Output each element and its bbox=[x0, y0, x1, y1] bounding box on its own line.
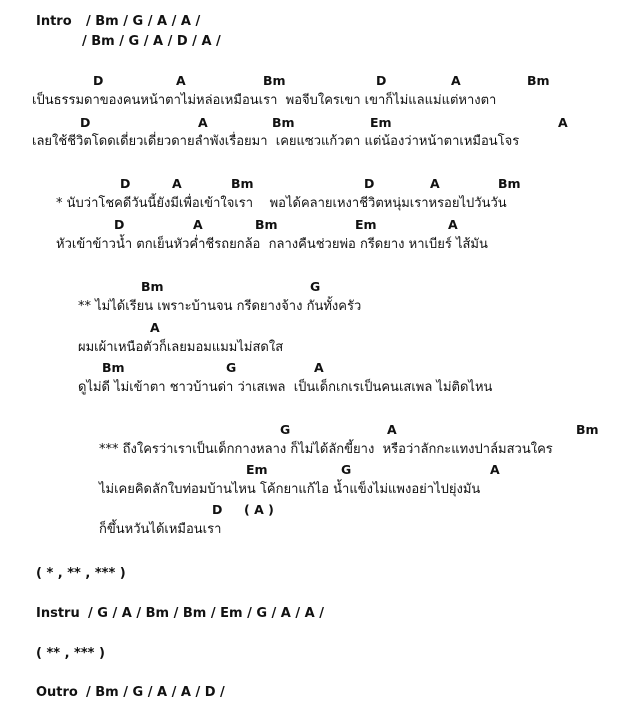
chord: G bbox=[280, 422, 291, 437]
chord: Em bbox=[355, 217, 377, 232]
chord: D bbox=[120, 176, 131, 191]
chord: Bm bbox=[498, 176, 521, 191]
instru-label: Instru bbox=[36, 606, 80, 621]
lyric-line: ผมเผ้าเหนือตัวก็เลยมอมแมมไม่สดใส bbox=[78, 340, 284, 355]
repeat-marker: ( ** , *** ) bbox=[36, 646, 105, 661]
chord: Bm bbox=[272, 115, 295, 130]
lyric-line: หัวเข้าข้าวน้ำ ตกเย็นหัวค่ำชีรถยกล้อ กลางคืนช่วยพ่อ กรีดยาง หาเบียร์ ไส้มัน bbox=[56, 237, 488, 252]
chord: A bbox=[558, 115, 568, 130]
intro-chords-line1: / Bm / G / A / A / bbox=[86, 14, 201, 29]
chord: G bbox=[310, 279, 321, 294]
chord: G bbox=[341, 462, 352, 477]
outro-chords: / Bm / G / A / A / D / bbox=[86, 685, 225, 700]
chord: D bbox=[212, 502, 223, 517]
lyric-line: ** ไม่ได้เรียน เพราะบ้านจน กรีดยางจ้าง กันทั้งครัว bbox=[78, 299, 362, 314]
chord: Bm bbox=[141, 279, 164, 294]
lyric-line: ดูไม่ดี ไม่เข้าตา ชาวบ้านด่า ว่าเสเพล เป็นเด็กเกเรเป็นคนเสเพล ไม่ติดไหน bbox=[78, 380, 493, 395]
chord: A bbox=[448, 217, 458, 232]
instru-chords: / G / A / Bm / Bm / Em / G / A / A / bbox=[88, 606, 325, 621]
chord: Bm bbox=[576, 422, 599, 437]
chord: Bm bbox=[231, 176, 254, 191]
intro-label: Intro bbox=[36, 14, 72, 29]
chord: A bbox=[198, 115, 208, 130]
lyric-line: *** ถึงใครว่าเราเป็นเด็กกางหลาง ก็ไม่ได้ลักขี้ยาง หรือว่าลักกะแทงปาล์มสวนใคร bbox=[99, 442, 553, 457]
chord: A bbox=[193, 217, 203, 232]
chord: Bm bbox=[255, 217, 278, 232]
outro-label: Outro bbox=[36, 685, 78, 700]
chord: Bm bbox=[102, 360, 125, 375]
chord: D bbox=[376, 73, 387, 88]
chord: A bbox=[314, 360, 324, 375]
chord: Bm bbox=[527, 73, 550, 88]
chord: D bbox=[114, 217, 125, 232]
chord: Em bbox=[370, 115, 392, 130]
chord: A bbox=[490, 462, 500, 477]
lyric-line: เป็นธรรมดาของคนหน้าตาไม่หล่อเหมือนเรา พอจีบใครเขา เขาก็ไม่แลแม่แต่หางตา bbox=[32, 93, 497, 108]
intro-chords-line2: / Bm / G / A / D / A / bbox=[82, 34, 221, 49]
chord: G bbox=[226, 360, 237, 375]
chord: D bbox=[364, 176, 375, 191]
lyric-line: ไม่เคยคิดลักใบท่อมบ้านไหน โค้กยาแก้ไอ น้ำแข็งไม่แพงอย่าไปยุ่งมัน bbox=[99, 482, 481, 497]
chord: ( A ) bbox=[244, 502, 274, 517]
repeat-marker: ( * , ** , *** ) bbox=[36, 566, 126, 581]
chord: A bbox=[150, 320, 160, 335]
lyric-line: เลยใช้ชีวิตโดดเดี่ยวเดี่ยวดายลำพังเรื่อยมา เคยแซวแก้วตา แต่น้องว่าหน้าตาเหมือนโจร bbox=[32, 134, 520, 149]
chord: A bbox=[176, 73, 186, 88]
chord: A bbox=[430, 176, 440, 191]
chord: D bbox=[93, 73, 104, 88]
chord: Em bbox=[246, 462, 268, 477]
chord: A bbox=[451, 73, 461, 88]
chord: D bbox=[80, 115, 91, 130]
lyric-line: ก็ขึ้นหวันได้เหมือนเรา bbox=[99, 522, 222, 537]
chord: Bm bbox=[263, 73, 286, 88]
lyric-line: * นับว่าโชคดีวันนี้ยังมีเพื่อเข้าใจเรา พอได้คลายเหงาชีวิตหนุ่มเราหรอยไปวันวัน bbox=[56, 196, 507, 211]
chord: A bbox=[172, 176, 182, 191]
chord: A bbox=[387, 422, 397, 437]
